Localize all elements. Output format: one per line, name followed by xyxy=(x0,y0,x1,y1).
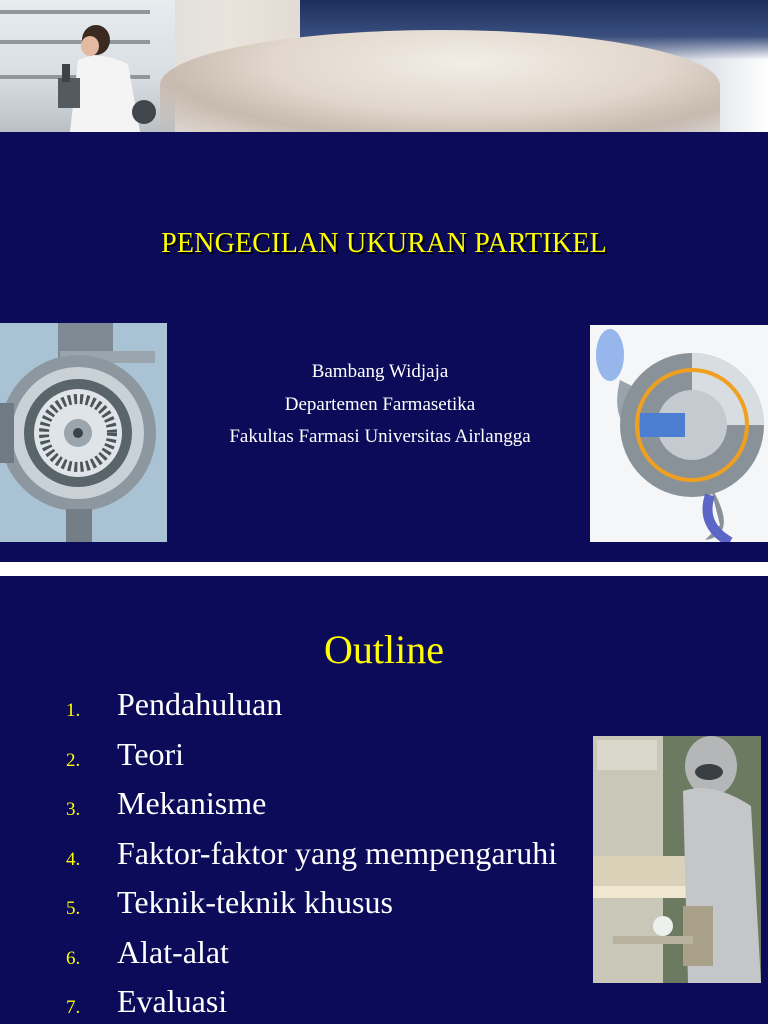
outline-slide xyxy=(0,576,768,1024)
item-label: Evaluasi xyxy=(117,983,228,1019)
item-label: Teknik-teknik khusus xyxy=(117,884,393,920)
item-label: Mekanisme xyxy=(117,785,267,821)
author-name: Bambang Widjaja xyxy=(311,361,449,382)
scientist-illustration xyxy=(58,16,158,132)
banner-photo xyxy=(0,0,768,132)
item-number: 1. xyxy=(66,700,81,721)
item-number: 5. xyxy=(66,898,81,919)
item-number: 6. xyxy=(66,947,81,969)
item-number: 4. xyxy=(66,848,81,870)
pin-mill-photo xyxy=(0,323,167,542)
item-label: Teori xyxy=(117,735,185,772)
mill-cutaway-illustration xyxy=(590,325,768,542)
item-label: Faktor-faktor yang mempengaruhi xyxy=(117,834,558,871)
presentation-title: PENGECILAN UKURAN PARTIKEL xyxy=(161,228,607,259)
item-number: 7. xyxy=(66,997,81,1018)
powder-heap xyxy=(160,30,720,132)
slide-separator xyxy=(0,562,768,576)
lab-shelf xyxy=(0,10,150,14)
author-faculty: Fakultas Farmasi Universitas Airlangga xyxy=(229,426,531,447)
item-number: 2. xyxy=(66,749,81,771)
item-label: Alat-alat xyxy=(117,933,229,970)
outline-title: Outline xyxy=(324,627,444,672)
author-department: Departemen Farmasetika xyxy=(284,394,476,415)
item-number: 3. xyxy=(66,799,81,820)
item-label: Pendahuluan xyxy=(117,686,283,722)
cleanroom-operator-photo xyxy=(593,736,761,983)
